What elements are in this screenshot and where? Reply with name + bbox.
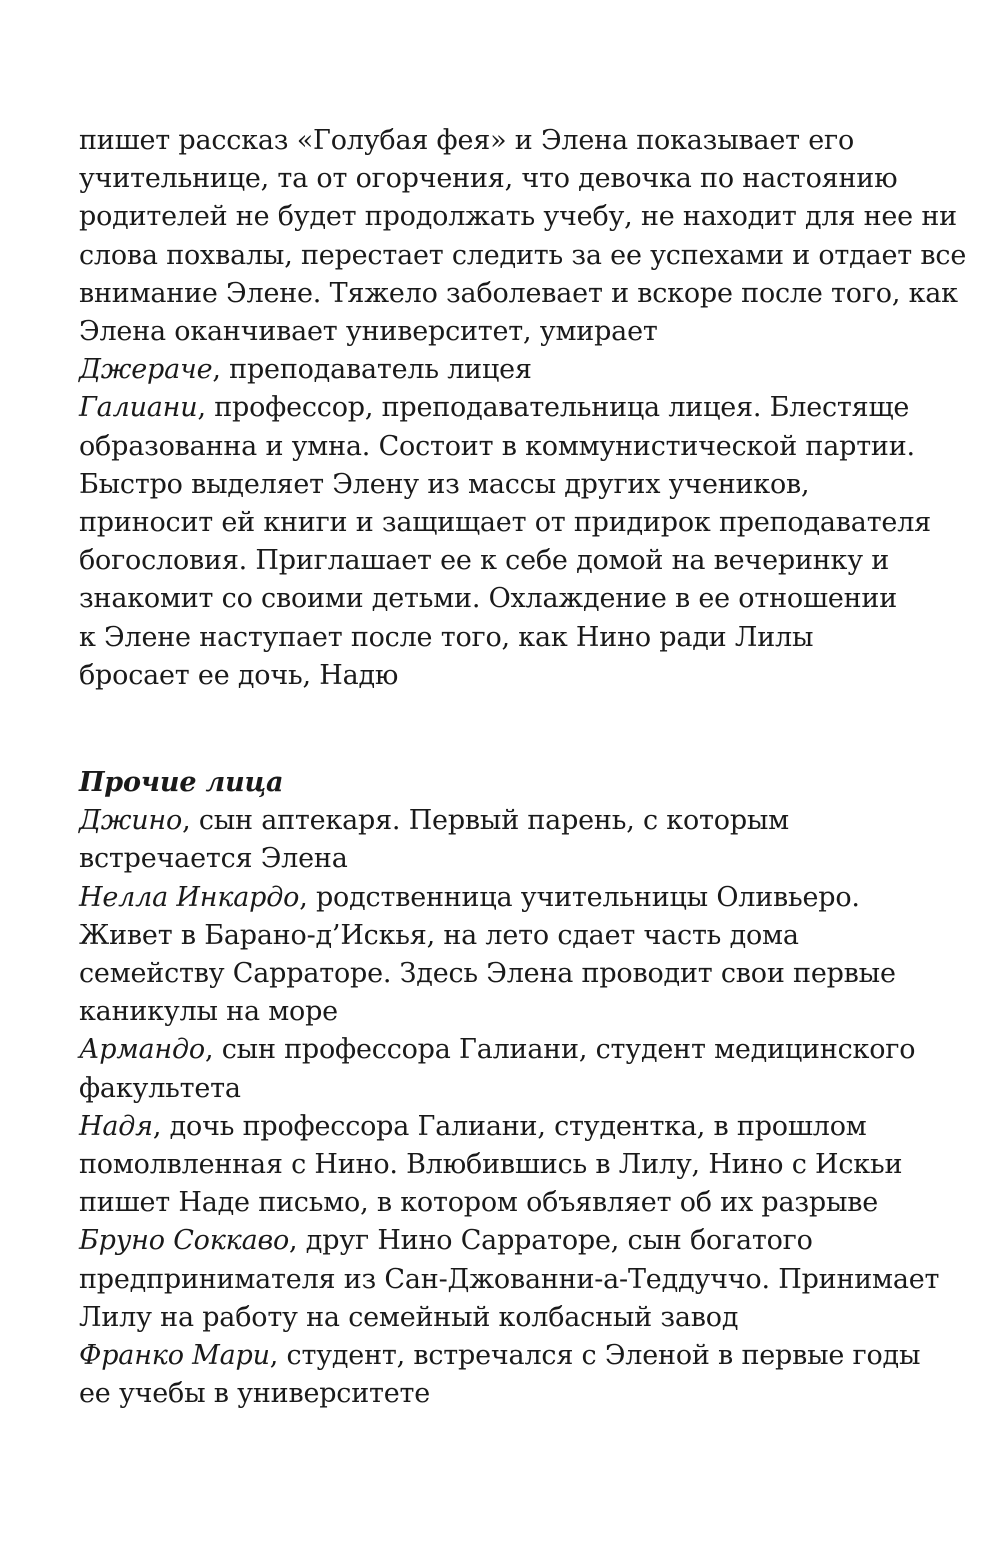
text-line: пишет рассказ «Голубая фея» и Элена показывает его [79,125,855,156]
text-line: знакомит со своими детьми. Охлаждение в ее отношении [79,583,898,615]
text-line: факультета [79,1072,241,1104]
text-line: семейству Сарраторе. Здесь Элена проводит свои первые [79,958,896,990]
text-line: пишет Наде письмо, в котором объявляет об их разрыве [79,1187,879,1219]
character-name: Армандо [79,1034,205,1066]
text-line: Элена оканчивает университет, умирает [79,316,658,348]
character-entry-nella [79,879,919,917]
character-description: , сын аптекаря. Первый парень, с которым [182,805,789,837]
character-entry-gerace [79,351,919,389]
text-line: родителей не будет продолжать учебу, не находит для нее ни [79,201,957,233]
text-line: помолвленная с Нино. Влюбившись в Лилу, Нино с Искьи [79,1149,903,1181]
text-line: встречается Элена [79,843,348,875]
text-line: к Элене наступает после того, как Нино ради Лилы [79,621,814,653]
character-name: Джераче [79,354,213,386]
character-entry-armando [79,1031,919,1069]
character-entry-galiani [79,389,919,427]
character-name: Франко Мари [79,1340,270,1372]
character-entry-franco [79,1337,919,1375]
text-line: каникулы на море [79,996,338,1028]
text-line: Быстро выделяет Элену из массы других учеников, [79,468,810,500]
character-entry-gino [79,802,919,840]
text-line: Лилу на работу на семейный колбасный завод [79,1301,739,1333]
text-line: слова похвалы, перестает следить за ее успехами и отдает все [79,239,967,271]
character-name: Галиани [79,392,198,424]
character-name: Нелла Инкардо [79,881,300,913]
text-line: предпринимателя из Сан-Джованни-а-Теддуччо. Принимает [79,1263,940,1295]
character-entry-bruno [79,1222,919,1260]
text-line: ее учебы в университете [79,1378,431,1410]
character-description: , дочь профессора Галиани, студентка, в прошлом [152,1110,867,1142]
character-description: , друг Нино Сарраторе, сын богатого [289,1225,813,1257]
character-description: , профессор, преподавательница лицея. Блестяще [197,392,910,424]
character-name: Джино [79,805,183,837]
character-description: , студент, встречался с Эленой в первые годы [269,1340,921,1372]
character-description: , сын профессора Галиани, студент медицинского [204,1034,916,1066]
text-line: учительнице, та от огорчения, что девочка по настоянию [79,163,898,195]
character-list-continued [79,122,967,695]
text-line: образованна и умна. Состоит в коммунистической партии. [79,430,915,462]
section-heading: Прочие лица [79,767,284,798]
other-persons-section [79,764,940,1413]
character-name: Надя [79,1110,153,1142]
text-line: Живет в Барано-д’Искья, на лето сдает часть дома [79,919,799,951]
character-name: Бруно Соккаво [79,1225,290,1257]
text-line: внимание Элене. Тяжело заболевает и вскоре после того, как [79,277,958,309]
text-line: бросает ее дочь, Надю [79,659,399,691]
character-description: , родственница учительницы Оливьеро. [299,881,860,913]
text-line: богословия. Приглашает ее к себе домой на вечеринку и [79,545,890,577]
text-line: приносит ей книги и защищает от придирок преподавателя [79,507,932,539]
character-entry-nadia [79,1108,919,1146]
character-description: , преподаватель лицея [212,354,532,386]
